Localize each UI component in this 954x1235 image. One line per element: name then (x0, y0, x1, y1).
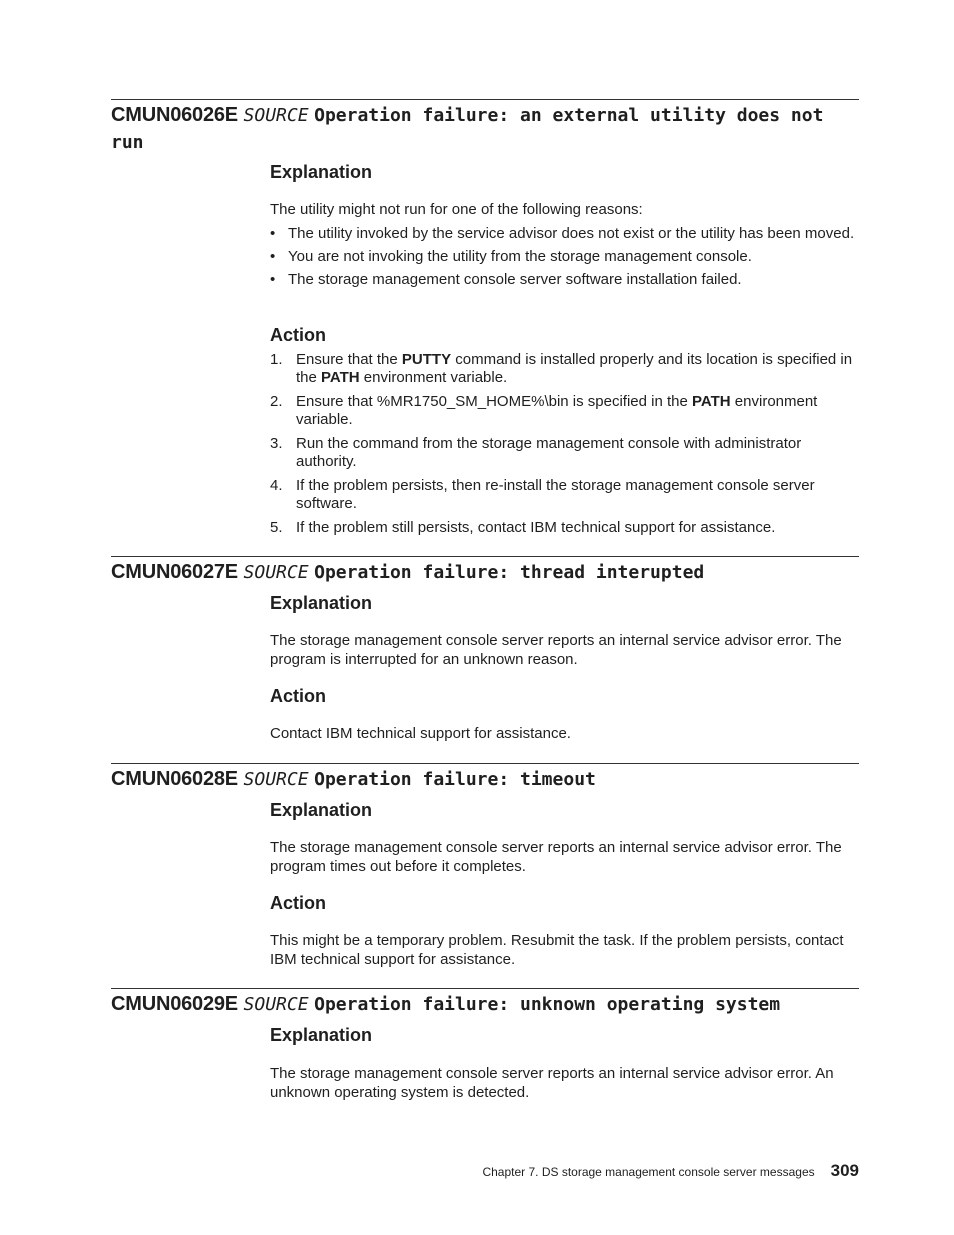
step-text: command is installed properly and its location is specified in the (296, 351, 853, 386)
message-text: Operation failure: thread interupted (314, 562, 705, 583)
page-number: 309 (830, 1161, 859, 1180)
step-text: Run the command from the storage management console with administrator authority. (296, 435, 802, 470)
message-source: SOURCE (243, 994, 309, 1015)
explanation-text: The storage management console server reports an internal service advisor error. An unknown operating system is detected. (270, 1065, 834, 1101)
message-source: SOURCE (243, 769, 309, 790)
list-item (270, 271, 860, 289)
message-source: SOURCE (243, 105, 309, 126)
command-term: PUTTY (401, 351, 452, 368)
message-divider (111, 556, 859, 557)
action-step-list (270, 351, 860, 543)
step-text: environment variable. (359, 369, 508, 386)
message-code: CMUN06026E (111, 104, 238, 126)
message-text: Operation failure: unknown operating system (314, 994, 781, 1015)
explanation-bullet-list (270, 225, 860, 294)
message-divider (111, 988, 859, 989)
step-number: 4. (270, 477, 283, 494)
message-heading (111, 559, 859, 586)
list-item-text: The storage management console server software installation failed. (288, 271, 742, 288)
page-footer (462, 1161, 859, 1183)
list-item (270, 435, 860, 471)
bullet-glyph: • (270, 248, 276, 265)
explanation-text: The storage management console server reports an internal service advisor error. The program times out before it completes. (270, 839, 842, 875)
list-item (270, 248, 860, 266)
bullet-glyph: • (270, 225, 276, 242)
step-number: 2. (270, 393, 283, 410)
message-source: SOURCE (243, 562, 309, 583)
command-term: PATH (321, 369, 360, 386)
step-text: Ensure that the (296, 351, 402, 368)
message-text: Operation failure: an external utility does not run (111, 105, 824, 153)
list-item (270, 225, 860, 243)
step-number: 3. (270, 435, 283, 452)
command-term: PATH (692, 393, 731, 410)
chapter-title: Chapter 7. DS storage management console server messages (482, 1165, 815, 1179)
step-text: If the problem persists, then re-install the storage management console server software. (296, 477, 815, 512)
action-heading: Action (270, 893, 326, 913)
message-code: CMUN06029E (111, 993, 238, 1015)
message-code: CMUN06028E (111, 768, 238, 790)
explanation-heading: Explanation (270, 162, 373, 182)
bullet-glyph: • (270, 271, 276, 288)
list-item (270, 519, 860, 537)
message-divider (111, 99, 859, 100)
message-heading (111, 766, 859, 793)
step-text: Ensure that %MR1750_SM_HOME%\bin is specified in the (296, 393, 693, 410)
explanation-heading: Explanation (270, 593, 373, 613)
step-text: environment variable. (296, 393, 818, 428)
explanation-heading: Explanation (270, 800, 373, 820)
action-heading: Action (270, 686, 326, 706)
message-divider (111, 763, 859, 764)
explanation-text: The storage management console server reports an internal service advisor error. The program is interrupted for an unknown reason. (270, 632, 842, 668)
step-number: 1. (270, 351, 283, 368)
list-item (270, 351, 860, 387)
message-text: Operation failure: timeout (314, 769, 596, 790)
step-text: If the problem still persists, contact IBM technical support for assistance. (296, 519, 776, 536)
message-heading (111, 102, 859, 156)
explanation-heading: Explanation (270, 1025, 373, 1045)
message-code: CMUN06027E (111, 561, 238, 583)
explanation-intro: The utility might not run for one of the following reasons: (270, 201, 643, 218)
message-heading (111, 991, 859, 1018)
list-item (270, 393, 860, 429)
action-text: This might be a temporary problem. Resubmit the task. If the problem persists, contact IBM technical support for assistance. (270, 932, 844, 968)
action-text: Contact IBM technical support for assistance. (270, 725, 571, 742)
action-heading: Action (270, 325, 326, 345)
list-item (270, 477, 860, 513)
list-item-text: The utility invoked by the service advisor does not exist or the utility has been moved. (288, 225, 855, 242)
step-number: 5. (270, 519, 283, 536)
list-item-text: You are not invoking the utility from the storage management console. (288, 248, 752, 265)
